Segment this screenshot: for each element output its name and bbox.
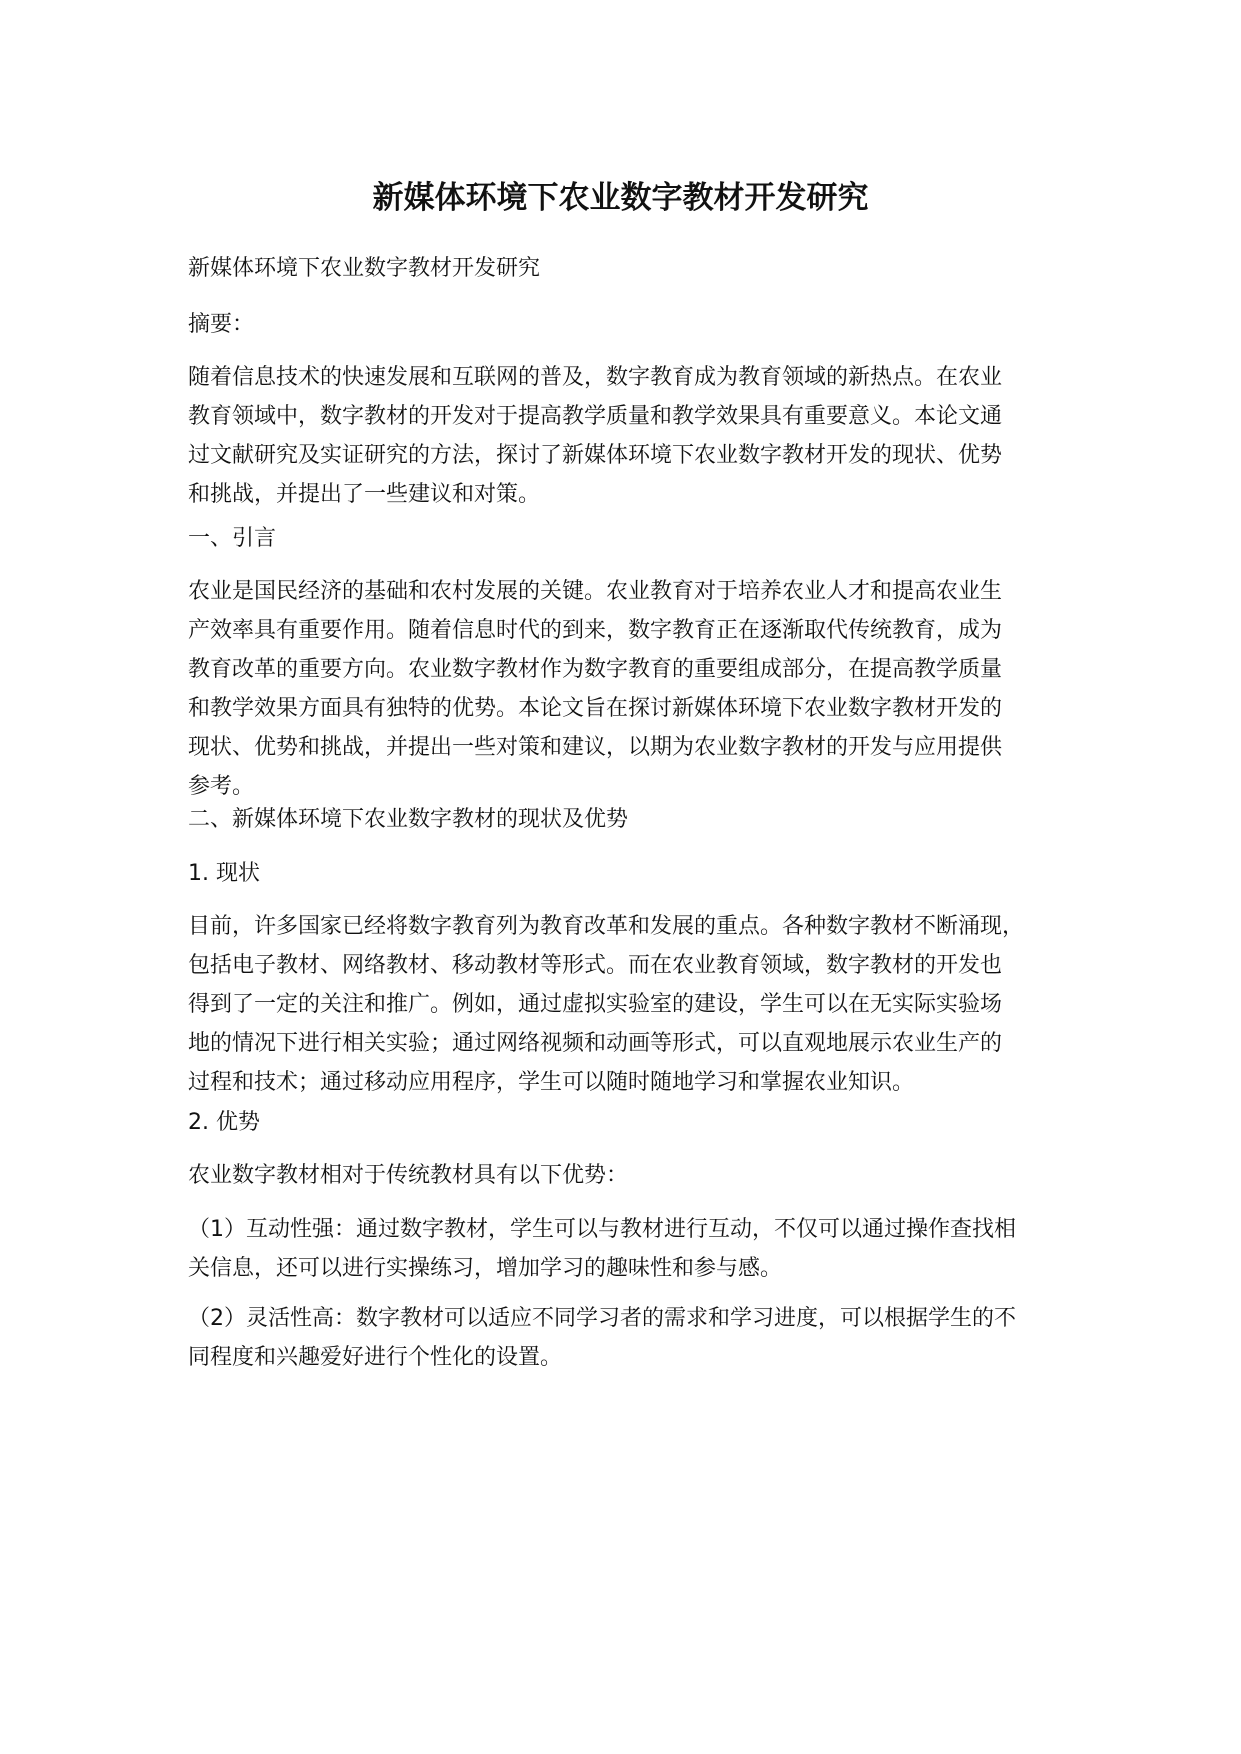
- abstract-paragraph: [188, 358, 1088, 514]
- document-subtitle: [188, 249, 1088, 288]
- paragraph-line: （2）灵活性高：数字教材可以适应不同学习者的需求和学习进度，可以根据学生的不: [188, 1306, 1016, 1331]
- paragraph-line: 产效率具有重要作用。随着信息时代的到来，数字教育正在逐渐取代传统教育，成为: [188, 618, 1003, 643]
- advantages-intro: [188, 1156, 1088, 1195]
- subsection-heading-text: 1. 现状: [188, 861, 260, 886]
- paragraph-line: 过程和技术；通过移动应用程序，学生可以随时随地学习和掌握农业知识。: [188, 1070, 915, 1095]
- status-paragraph: [188, 907, 1088, 1102]
- document-title: 新媒体环境下农业数字教材开发研究: [372, 180, 869, 216]
- paragraph-line: 目前，许多国家已经将数字教育列为教育改革和发展的重点。各种数字教材不断涌现，: [188, 914, 1025, 939]
- paragraph-line: 得到了一定的关注和推广。例如，通过虚拟实验室的建设，学生可以在无实际实验场: [188, 992, 1003, 1017]
- paragraph-line: 教育领域中，数字教材的开发对于提高教学质量和教学效果具有重要意义。本论文通: [188, 404, 1003, 429]
- abstract-label: [188, 305, 1088, 344]
- subsection-heading-status: [188, 854, 1088, 893]
- section-heading-text: 一、引言: [188, 526, 277, 551]
- paragraph-line: 现状、优势和挑战，并提出一些对策和建议，以期为农业数字教材的开发与应用提供: [188, 735, 1003, 760]
- subtitle-line: 新媒体环境下农业数字教材开发研究: [188, 256, 541, 281]
- introduction-paragraph: [188, 572, 1088, 806]
- abstract-label-text: 摘要：: [188, 312, 255, 337]
- subsection-heading-text: 2. 优势: [188, 1110, 260, 1135]
- paragraph-line: 过文献研究及实证研究的方法，探讨了新媒体环境下农业数字教材开发的现状、优势: [188, 443, 1003, 468]
- section-heading-text: 二、新媒体环境下农业数字教材的现状及优势: [188, 807, 629, 832]
- paragraph-line: 和教学效果方面具有独特的优势。本论文旨在探讨新媒体环境下农业数字教材开发的: [188, 696, 1003, 721]
- paragraph-line: 参考。: [188, 774, 255, 799]
- paragraph-line: 地的情况下进行相关实验；通过网络视频和动画等形式，可以直观地展示农业生产的: [188, 1031, 1003, 1056]
- advantage-item-flexibility: [188, 1299, 1088, 1377]
- paragraph-line: 教育改革的重要方向。农业数字教材作为数字教育的重要组成部分，在提高教学质量: [188, 657, 1003, 682]
- paragraph-line: 农业数字教材相对于传统教材具有以下优势：: [188, 1163, 629, 1188]
- paragraph-line: （1）互动性强：通过数字教材，学生可以与教材进行互动，不仅可以通过操作查找相: [188, 1217, 1016, 1242]
- paragraph-line: 和挑战，并提出了一些建议和对策。: [188, 482, 541, 507]
- section-heading-status-advantages: [188, 800, 1088, 839]
- paragraph-line: 随着信息技术的快速发展和互联网的普及，数字教育成为教育领域的新热点。在农业: [188, 365, 1003, 390]
- paragraph-line: 包括电子教材、网络教材、移动教材等形式。而在农业教育领域，数字教材的开发也: [188, 953, 1003, 978]
- advantage-item-interactivity: [188, 1210, 1088, 1288]
- paragraph-line: 同程度和兴趣爱好进行个性化的设置。: [188, 1345, 563, 1370]
- paragraph-line: 农业是国民经济的基础和农村发展的关键。农业教育对于培养农业人才和提高农业生: [188, 579, 1003, 604]
- subsection-heading-advantages: [188, 1103, 1088, 1142]
- paragraph-line: 关信息，还可以进行实操练习，增加学习的趣味性和参与感。: [188, 1256, 783, 1281]
- section-heading-introduction: [188, 519, 1088, 558]
